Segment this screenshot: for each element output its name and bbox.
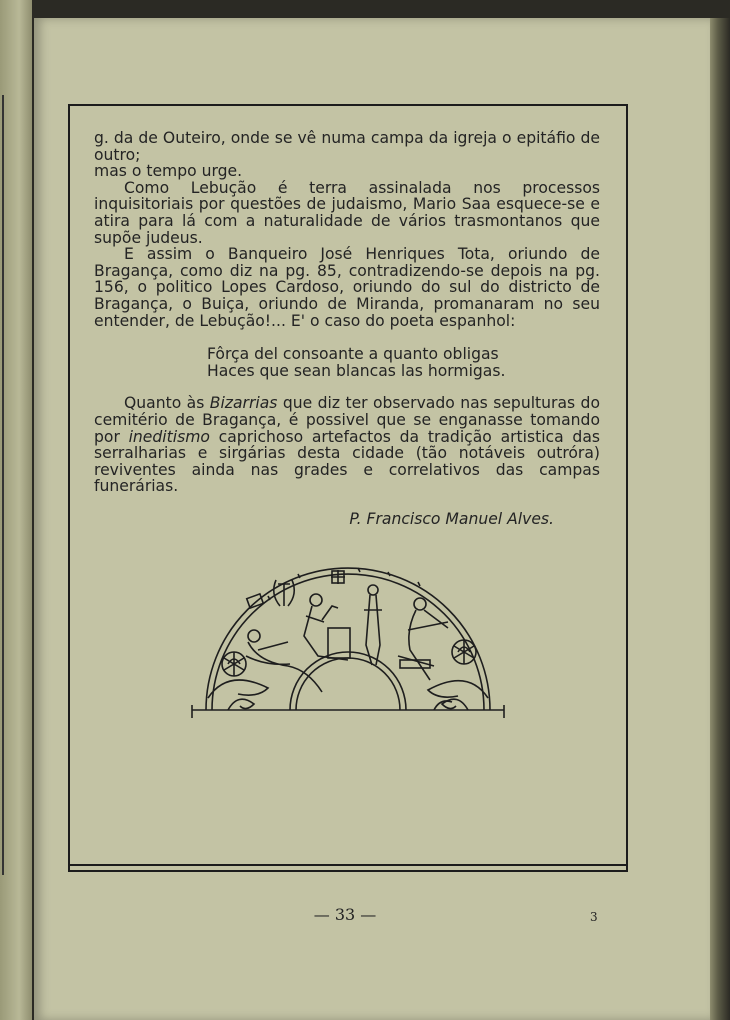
printer-signature-mark: 3: [590, 910, 598, 924]
paragraph-4-part-2: que diz ter observado nas sepulturas do cemitério de Bragança, é possivel que se enganasse tomando por: [94, 394, 600, 446]
paragraph-1-line-1: g. da de Outeiro, onde se vê numa campa da igreja o epitáfio de outro;: [94, 129, 600, 164]
page-number: — 33 —: [313, 905, 377, 924]
paragraph-1: [94, 130, 600, 180]
paragraph-4-part-3: caprichoso artefactos da tradição artistica das serralharias e sirgárias desta cidade (tão notáveis outróra) reviventes ainda nas grades e correlativos das campas funerárias.: [94, 427, 600, 496]
verse-line-1: Fôrça del consoante a quanto obligas: [207, 345, 499, 364]
body-text: [94, 130, 600, 527]
paragraph-3: E assim o Banqueiro José Henriques Tota, oriundo de Bragança, como diz na pg. 85, contradizendo-se depois na pg. 156, o politico Lopes Cardoso, oriundo do sul do districto de Bragança, o Buiça, oriundo de Miranda, promanaram no seu entender, de Lebução!... E' o caso do poeta espanhol:: [94, 245, 600, 330]
italic-bizarrias: Bizarrias: [209, 394, 278, 413]
italic-ineditismo: ineditismo: [128, 427, 210, 446]
verse-line-2: Haces que sean blancas las hormigas.: [207, 361, 506, 380]
paragraph-4: [94, 395, 600, 495]
verse-quote: [207, 346, 600, 379]
paragraph-2: Como Lebução é terra assinalada nos processos inquisitoriais por questões de judaismo, Mario Saa esquece-se e atira para lá com a naturalidade de vários trasmontanos que supõe judeus.: [94, 178, 600, 247]
author-signature: P. Francisco Manuel Alves.: [349, 509, 554, 528]
paragraph-1-line-2: mas o tempo urge.: [94, 162, 243, 181]
book-edge: [710, 18, 730, 1020]
greek-vase-illustration: [188, 560, 508, 720]
adjacent-page-edge: [0, 0, 32, 1020]
paragraph-4-part-1: Quanto às: [124, 394, 210, 413]
